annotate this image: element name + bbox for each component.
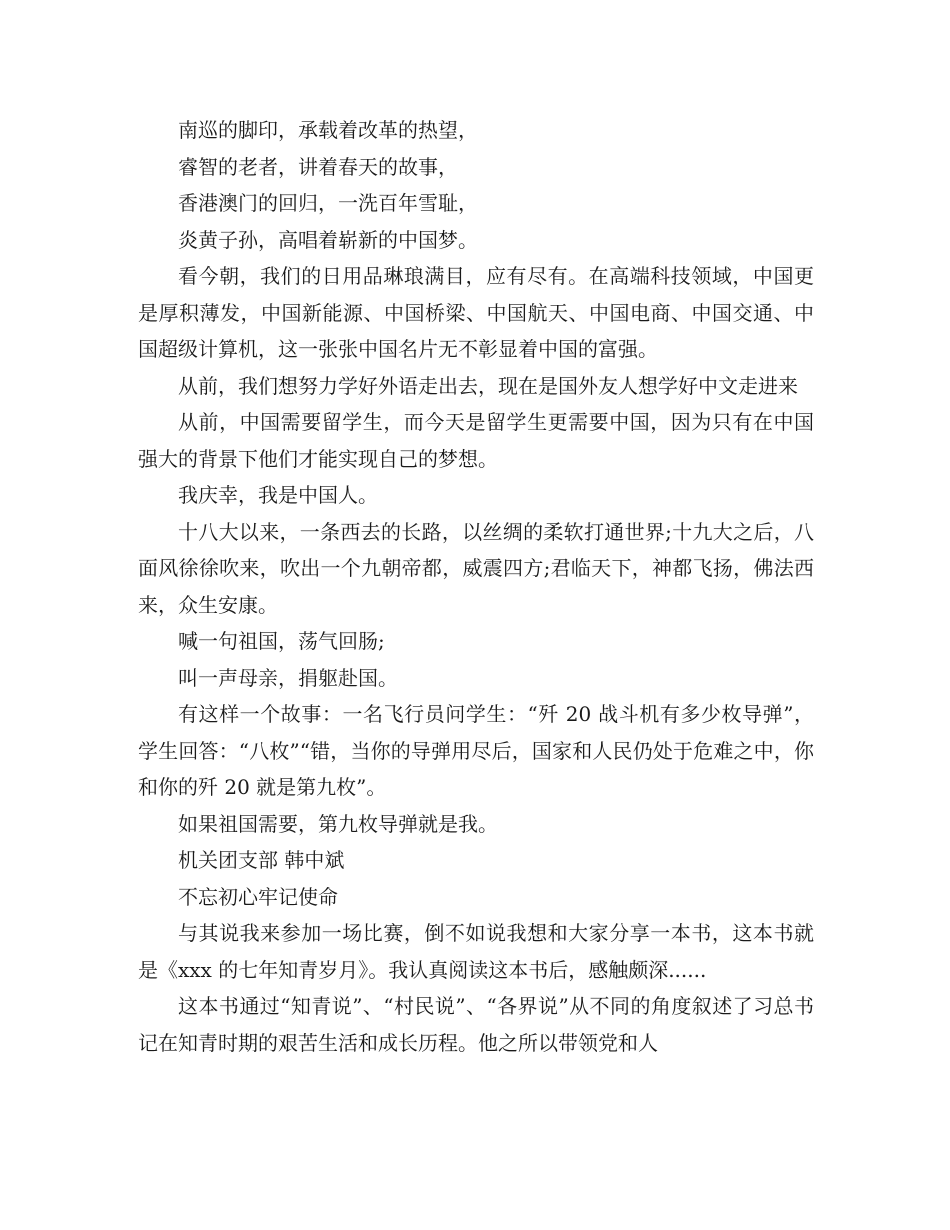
paragraph: 香港澳门的回归，一洗百年雪耻， bbox=[178, 191, 478, 215]
paragraph: 十八大以来，一条西去的长路，以丝绸的柔软打通世界;十九大之后，八面风徐徐吹来，吹出一个九朝帝都，威震四方;君临天下，神都飞扬，佛法西来，众生安康。 bbox=[138, 519, 814, 617]
paragraph: 我庆幸，我是中国人。 bbox=[178, 483, 378, 507]
paragraph: 如果祖国需要，第九枚导弹就是我。 bbox=[178, 811, 498, 836]
paragraph: 从前，中国需要留学生，而今天是留学生更需要中国，因为只有在中国强大的背景下他们才能实现自己的梦想。 bbox=[138, 410, 814, 471]
paragraph: 叫一声母亲，捐躯赴国。 bbox=[178, 665, 398, 690]
document-body bbox=[138, 112, 814, 1061]
paragraph: 从前，我们想努力学好外语走出去，现在是国外友人想学好中文走进来 bbox=[178, 373, 798, 398]
paragraph: 有这样一个故事：一名飞行员问学生：“歼 20 战斗机有多少枚导弹”，学生回答：“八枚”“错，当你的导弹用尽后，国家和人民仍处于危难之中，你和你的歼 20 就是第九枚”。 bbox=[138, 702, 814, 799]
paragraph: 看今朝，我们的日用品琳琅满目，应有尽有。在高端科技领域，中国更是厚积薄发，中国新能源、中国桥梁、中国航天、中国电商、中国交通、中国超级计算机，这一张张中国名片无不彰显着中国的富强。 bbox=[138, 264, 814, 361]
paragraph: 喊一句祖国，荡气回肠; bbox=[178, 629, 385, 653]
paragraph: 这本书通过“知青说”、“村民说”、“各界说”从不同的角度叙述了习总书记在知青时期的艰苦生活和成长历程。他之所以带领党和人 bbox=[138, 994, 814, 1055]
author-line: 机关团支部 韩中斌 bbox=[178, 848, 345, 872]
section-title: 不忘初心牢记使命 bbox=[178, 884, 338, 909]
paragraph: 睿智的老者，讲着春天的故事， bbox=[178, 154, 458, 179]
paragraph: 炎黄子孙，高唱着崭新的中国梦。 bbox=[178, 227, 478, 252]
paragraph: 与其说我来参加一场比赛，倒不如说我想和大家分享一本书，这本书就是《xxx 的七年知青岁月》。我认真阅读这本书后，感触颇深...... bbox=[138, 921, 814, 982]
paragraph: 南巡的脚印，承载着改革的热望， bbox=[178, 118, 478, 142]
